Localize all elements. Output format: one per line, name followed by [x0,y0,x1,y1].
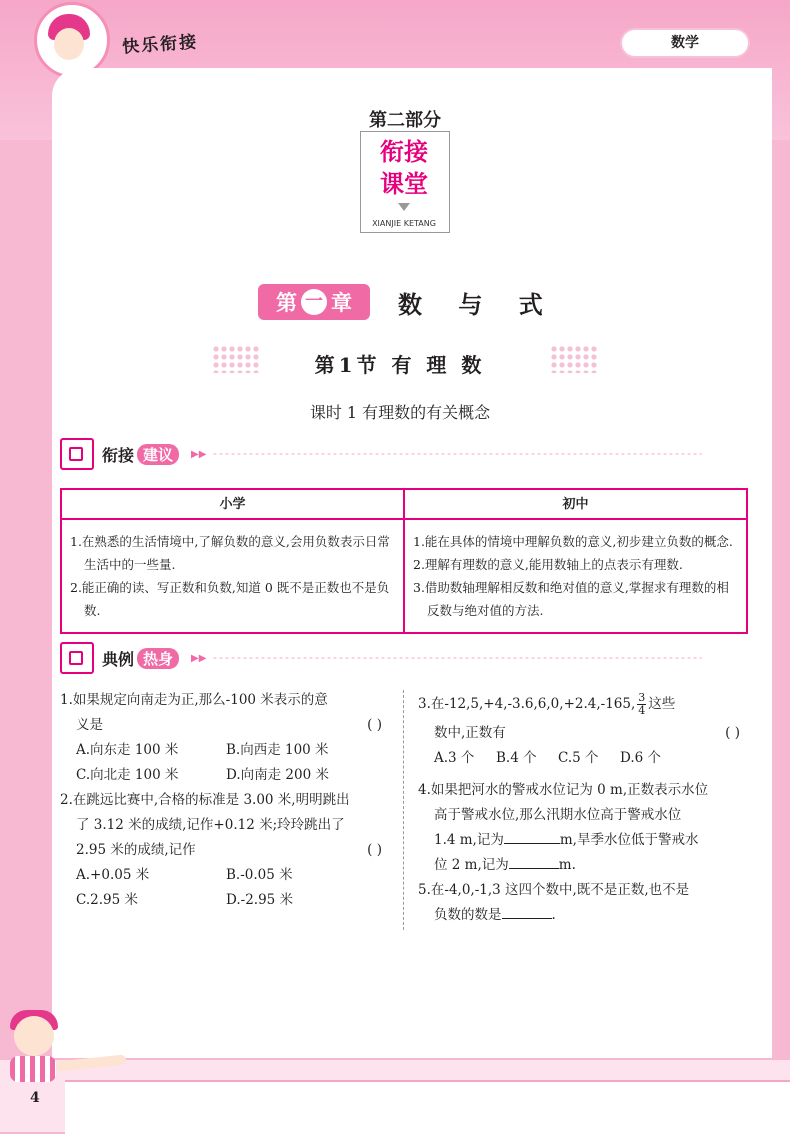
junior-item: 1.能在具体的情境中理解负数的意义,初步建立负数的概念. [413,534,733,549]
q4-line1: 4.如果把河水的警戒水位记为 0 m,正数表示水位 [418,782,709,798]
q1-stem-b: 义是 [76,717,103,733]
answer-paren: ( ) [367,842,382,858]
part-pinyin: XIANJIE KETANG [372,219,436,228]
q5-line2-a: 负数的数是 [434,907,502,923]
q3-stem-cont [418,721,748,746]
answer-blank[interactable] [502,904,552,919]
q4-line2: 高于警戒水位,那么汛期水位高于警戒水位 [434,807,682,823]
q2-stem: 2.在跳远比赛中,合格的标准是 3.00 米,明明跳出 [60,792,350,808]
primary-item: 1.在熟悉的生活情境中,了解负数的意义,会用负数表示日常生活中的一些量. [70,534,390,572]
fraction-denominator: 4 [638,704,646,717]
open-book-icon [60,642,94,674]
q4-line3-a: 1.4 m,记为 [434,832,504,848]
option-c: C.5 个 [558,750,599,766]
chapter-number: 一 [301,289,327,315]
primary-item: 2.能正确的读、写正数和负数,知道 0 既不是正数也不是负数. [70,580,390,618]
speaker-book-icon [60,438,94,470]
q3-options-row [418,746,748,771]
option-d: D.6 个 [620,750,662,766]
option-b: B.向西走 100 米 [226,742,329,758]
option-c: C.2.95 米 [76,892,138,908]
mascot-face [54,28,84,60]
mascot-kid-face [14,1016,54,1056]
subject-label: 数学 [622,30,748,56]
part-title [360,136,448,200]
advice-banner-highlight: 建议 [137,444,179,465]
lesson-title: 课时 1 有理数的有关概念 [309,403,491,422]
answer-blank[interactable] [509,854,559,869]
option-a: A.+0.05 米 [76,867,150,883]
q4-line4-b: m. [558,857,576,873]
q4-line3 [418,828,748,853]
column-divider [403,690,404,930]
chapter-suffix: 章 [331,291,352,315]
junior-item: 3.借助数轴理解相反数和绝对值的意义,掌握求有理数的相反数与绝对值的方法. [413,580,729,618]
table-header-junior: 初中 [404,489,747,519]
examples-banner-highlight: 热身 [137,648,179,669]
part-label: 第二部分 [369,110,441,131]
answer-blank[interactable] [504,829,560,844]
q3-stem: 3.在-12,5,+4,-3.6,6,0,+2.4,-165, [418,696,636,712]
junior-item: 2.理解有理数的意义,能用数轴上的点表示有理数. [413,557,683,572]
question-4 [418,778,748,878]
q4-line4 [418,853,748,878]
examples-banner [60,642,702,674]
option-d: D.-2.95 米 [226,892,294,908]
down-triangle-icon [398,203,410,211]
fraction-numerator: 3 [638,691,646,704]
examples-banner-label: 典例 [102,649,135,669]
q1-options-row [60,763,390,788]
q4-line4-a: 位 2 m,记为 [434,857,509,873]
q1-options-row [60,738,390,763]
comparison-table [60,488,748,634]
mascot-kid-body [10,1056,56,1082]
q3-stem-line [418,692,748,717]
option-b: B.-0.05 米 [226,867,293,883]
double-arrow-icon: ▶▶ [191,448,207,460]
q2-options-row [60,863,390,888]
part-title-line1: 衔接 [380,138,428,166]
q2-stem-c: 2.95 米的成绩,记作 [76,842,196,858]
double-arrow-icon: ▶▶ [191,652,207,664]
fraction [637,692,646,717]
decor-dots-right [550,345,598,373]
q1-stem-cont [60,713,390,738]
series-title: 快乐衔接 [121,32,199,58]
option-d: D.向南走 200 米 [226,767,329,783]
option-c: C.向北走 100 米 [76,767,179,783]
junior-cell [404,519,747,633]
chapter-prefix: 第 [276,291,297,315]
chapter-badge [258,284,370,320]
question-5 [418,878,748,928]
q4-line3-b: m,旱季水位低于警戒水 [559,832,699,848]
option-b: B.4 个 [496,750,537,766]
primary-cell [61,519,404,633]
q1-stem: 1.如果规定向南走为正,那么-100 米表示的意 [60,692,328,708]
section-title: 第1节 有 理 数 [314,353,486,377]
q3-stem-b: 数中,正数有 [434,725,506,741]
q3-stem-end: 这些 [648,696,676,712]
option-a: A.向东走 100 米 [76,742,179,758]
dotted-rule [212,657,702,659]
page-number: 4 [30,1090,40,1106]
question-1 [60,688,390,788]
part-title-line2: 课堂 [380,170,428,198]
decor-dots-left [212,345,260,373]
answer-paren: ( ) [725,725,740,741]
advice-banner [60,438,702,470]
question-2 [60,788,390,913]
q5-line1: 5.在-4,0,-1,3 这四个数中,既不是正数,也不是 [418,882,690,898]
dotted-rule [212,453,702,455]
q2-options-row [60,888,390,913]
q2-stem-b: 了 3.12 米的成绩,记作+0.12 米;玲玲跳出了 [76,817,345,833]
q5-line2-b: . [551,907,556,923]
table-header-primary: 小学 [61,489,404,519]
answer-paren: ( ) [367,717,382,733]
option-a: A.3 个 [434,750,475,766]
advice-banner-label: 衔接 [102,445,135,465]
q2-stem-cont [60,838,390,863]
chapter-title: 数 与 式 [398,291,557,319]
q5-line2 [418,903,748,928]
question-3 [418,692,748,771]
footer-strip [65,1080,790,1134]
